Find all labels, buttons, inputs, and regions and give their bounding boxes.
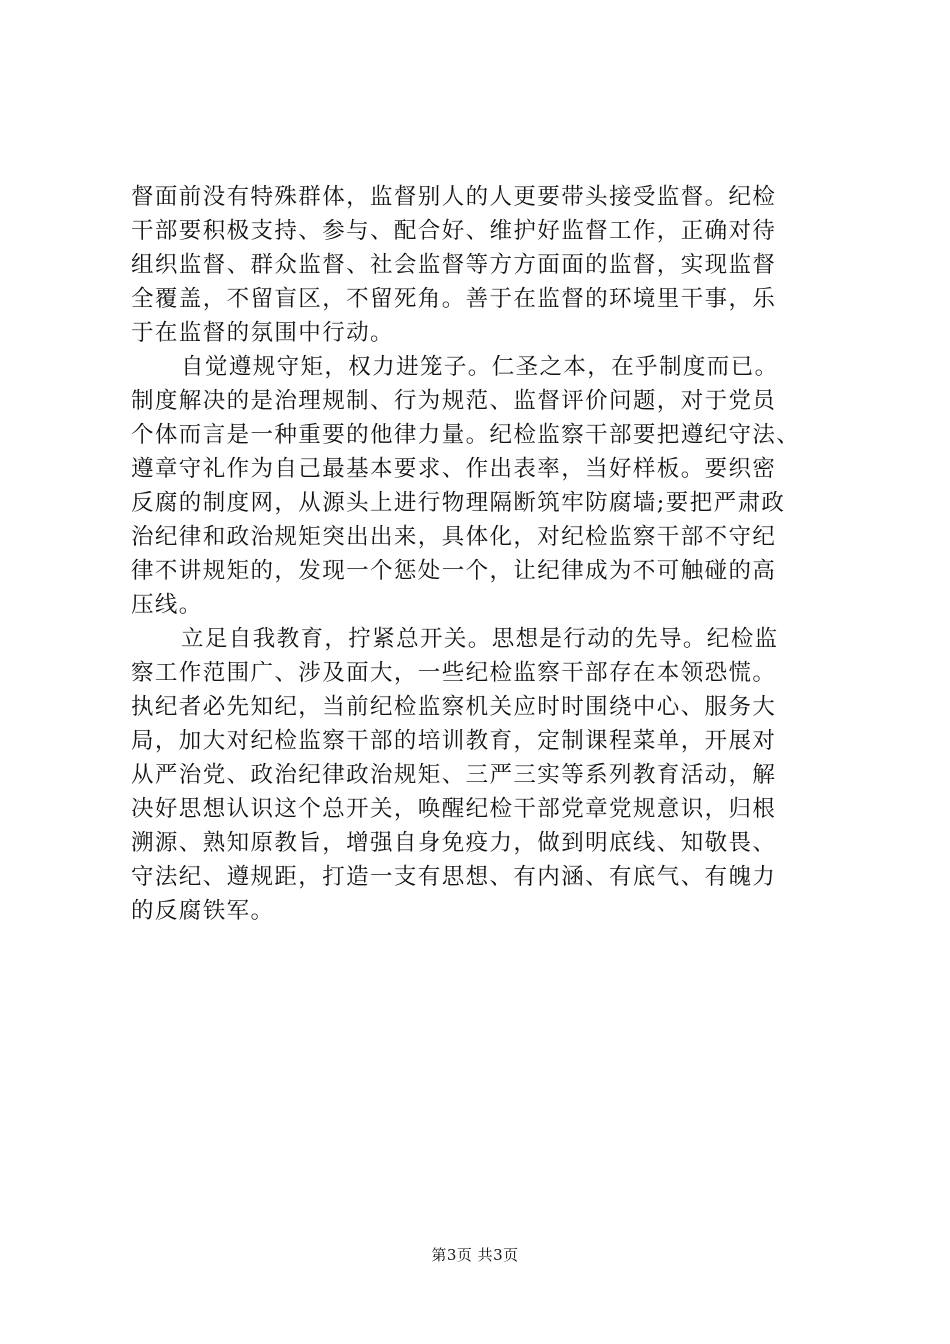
paragraph [131, 622, 831, 928]
body-text [131, 180, 831, 928]
text-line: 个体而言是一种重要的他律力量。纪检监察干部要把遵纪守法、 [131, 422, 801, 448]
page-number-footer: 第3页 共3页 [431, 1246, 519, 1264]
text-line: 自觉遵规守矩，权力进笼子。仁圣之本，在乎制度而已。 [181, 354, 779, 380]
text-line: 全覆盖，不留盲区，不留死角。善于在监督的环境里干事，乐 [131, 286, 777, 312]
text-line: 遵章守礼作为自己最基本要求、作出表率，当好样板。要织密 [131, 456, 777, 482]
text-line: 治纪律和政治规矩突出出来，具体化，对纪检监察干部不守纪 [131, 524, 777, 550]
text-line: 反腐的制度网，从源头上进行物理隔断筑牢防腐墙;要把严肃政 [131, 490, 786, 516]
text-line: 察工作范围广、涉及面大，一些纪检监察干部存在本领恐慌。 [131, 660, 777, 686]
text-line: 的反腐铁军。 [131, 898, 275, 924]
text-line: 于在监督的氛围中行动。 [131, 320, 394, 346]
text-line: 律不讲规矩的，发现一个惩处一个，让纪律成为不可触碰的高 [131, 558, 777, 584]
text-line: 督面前没有特殊群体，监督别人的人更要带头接受监督。纪检 [131, 184, 777, 210]
text-line: 守法纪、遵规距，打造一支有思想、有内涵、有底气、有魄力 [131, 864, 777, 890]
paragraph [131, 180, 831, 350]
text-line: 干部要积极支持、参与、配合好、维护好监督工作，正确对待 [131, 218, 777, 244]
text-line: 局，加大对纪检监察干部的培训教育，定制课程菜单，开展对 [131, 728, 777, 754]
text-line: 组织监督、群众监督、社会监督等方方面面的监督，实现监督 [131, 252, 777, 278]
paragraph [131, 350, 831, 622]
text-line: 从严治党、政治纪律政治规矩、三严三实等系列教育活动，解 [131, 762, 777, 788]
text-line: 立足自我教育，拧紧总开关。思想是行动的先导。纪检监 [181, 626, 779, 652]
text-line: 制度解决的是治理规制、行为规范、监督评价问题，对于党员 [131, 388, 777, 414]
text-line: 溯源、熟知原教旨，增强自身免疫力，做到明底线、知敬畏、 [131, 830, 777, 856]
text-line: 决好思想认识这个总开关，唤醒纪检干部党章党规意识，归根 [131, 796, 777, 822]
text-line: 执纪者必先知纪，当前纪检监察机关应时时围绕中心、服务大 [131, 694, 777, 720]
text-line: 压线。 [131, 592, 203, 618]
